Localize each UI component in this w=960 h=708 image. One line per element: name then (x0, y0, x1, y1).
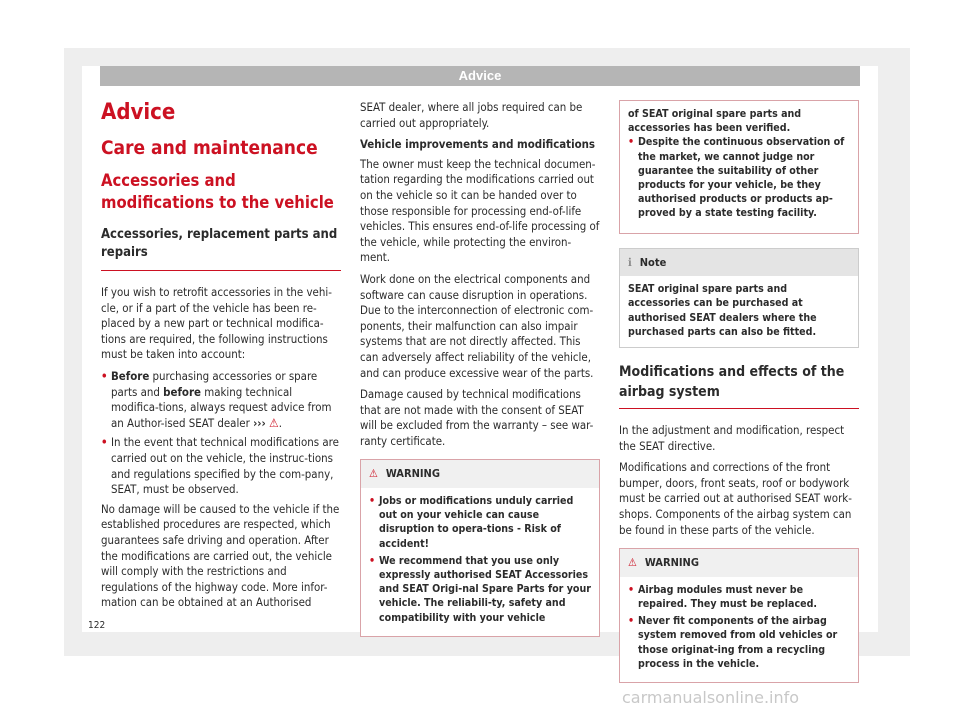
bullet-icon: • (369, 495, 376, 508)
subheading: Vehicle improvements and modifications (360, 137, 596, 152)
section-title: Care and maintenance (101, 137, 318, 159)
warning-box (360, 459, 600, 636)
warning-triangle-icon: ⚠ (369, 467, 378, 481)
cross-reference-link[interactable]: ››› (253, 415, 266, 430)
topic-heading: Modifications and effects of the airbag system (619, 362, 859, 409)
note-body: SEAT original spare parts and accessories can be purchased at authorised SEAT dealers where the purchased parts can also be fitted. (628, 283, 817, 338)
column-3 (619, 100, 859, 697)
bullet-icon: • (628, 615, 635, 628)
bullet-icon: • (101, 435, 108, 450)
chapter-title: Advice (101, 100, 176, 125)
body-paragraph: No damage will be caused to the vehicle if the established procedures are respected, which guarantees safe driving and operation. After the modifications are carried out, the vehicle will comply with the restrictions and regulations of the highway code. More infor-mation can be obtained at an Authorised (101, 501, 340, 610)
info-icon: ℹ (628, 255, 632, 269)
page-number: 122 (88, 620, 106, 631)
watermark: carmanualsonline.info (622, 688, 800, 707)
column-1 (101, 100, 341, 617)
bullet-icon: • (101, 368, 108, 383)
body-paragraph: Work done on the electrical components and software can cause disruption in operations. Due to the interconnection of electronic com-ponents, their malfunction can also impair systems that are not directly affected. This can adversely affect reliability of the vehicle, and can produce excessive wear of the parts. (360, 271, 594, 380)
warning-body (361, 488, 599, 636)
bullet-icon: • (628, 136, 635, 149)
list-item: • Before purchasing accessories or spare parts and before making technical modifica-tions, always request advice from an Author-ised SEAT dealer ››› ⚠. (101, 368, 332, 430)
column-2 (360, 100, 600, 651)
warning-box (619, 548, 859, 683)
bullet-icon: • (628, 583, 635, 596)
topic-heading: Accessories, replacement parts and repairs (101, 226, 341, 271)
note-header: ℹ Note (620, 249, 858, 277)
body-paragraph: In the adjustment and modification, respect the SEAT directive. (619, 423, 845, 453)
warning-header: ⚠ WARNING (361, 460, 599, 488)
list-item: • We recommend that you use only expressly authorised SEAT Accessories and SEAT Origi-nal Spare Parts for your vehicle. The reliabili-ty, safety and compatibility with your vehicle (369, 554, 591, 624)
warning-triangle-icon: ⚠ (628, 556, 637, 570)
list-item: • Never fit components of the airbag system removed from old vehicles or those originat-ing from a recycling process in the vehicle. (628, 615, 838, 670)
body-paragraph: Damage caused by technical modifications that are not made with the consent of SEAT will be excluded from the warranty – see war-ranty certificate. (360, 387, 594, 448)
section-header-bar: Advice (100, 66, 860, 86)
warning-box-continued: of SEAT original spare parts and accessories has been verified. • Despite the continuous observation of the market, we cannot judge nor guarantee the suitability of other products for your vehicle, be they authorised products or products ap-proved by a state testing facility. (619, 100, 859, 234)
intro-paragraph: If you wish to retrofit accessories in the vehi-cle, or if a part of the vehicle has been re-placed by a new part or technical modifica-tions are required, the following instructions must be taken into account: (101, 285, 332, 362)
list-item: • Despite the continuous observation of the market, we cannot judge nor guarantee the suitability of other products for your vehicle, be they authorised products or products ap-proved by a state testing facility. (628, 136, 845, 220)
warning-triangle-icon: ⚠ (269, 415, 279, 430)
list-item: • In the event that technical modifications are carried out on the vehicle, the instruc-tions and regulations specified by the com-pany, SEAT, must be observed. (101, 435, 339, 497)
warning-header: ⚠ WARNING (620, 549, 858, 577)
body-paragraph: SEAT dealer, where all jobs required can be carried out appropriately. (360, 100, 583, 130)
list-item: • Jobs or modifications unduly carried out on your vehicle can cause disruption to opera-tions - Risk of accident! (369, 495, 574, 550)
list-item: • Airbag modules must never be repaired. They must be replaced. (628, 583, 818, 610)
bullet-icon: • (369, 554, 376, 567)
warning-body (620, 577, 858, 682)
body-paragraph: The owner must keep the technical documen-tation regarding the modifications carried out on the vehicle so it can be handed over to those responsible for processing end-of-life vehicles. This ensures end-of-life processing of the vehicle, while protecting the environ-ment. (360, 156, 600, 265)
note-box (619, 248, 859, 348)
body-paragraph: Modifications and corrections of the front bumper, doors, front seats, roof or bodywork must be carried out at authorised SEAT work-shops. Components of the airbag system can be found in these parts of the vehicle. (619, 460, 852, 537)
subsection-title: Accessories and modifications to the vehicle (101, 171, 334, 212)
